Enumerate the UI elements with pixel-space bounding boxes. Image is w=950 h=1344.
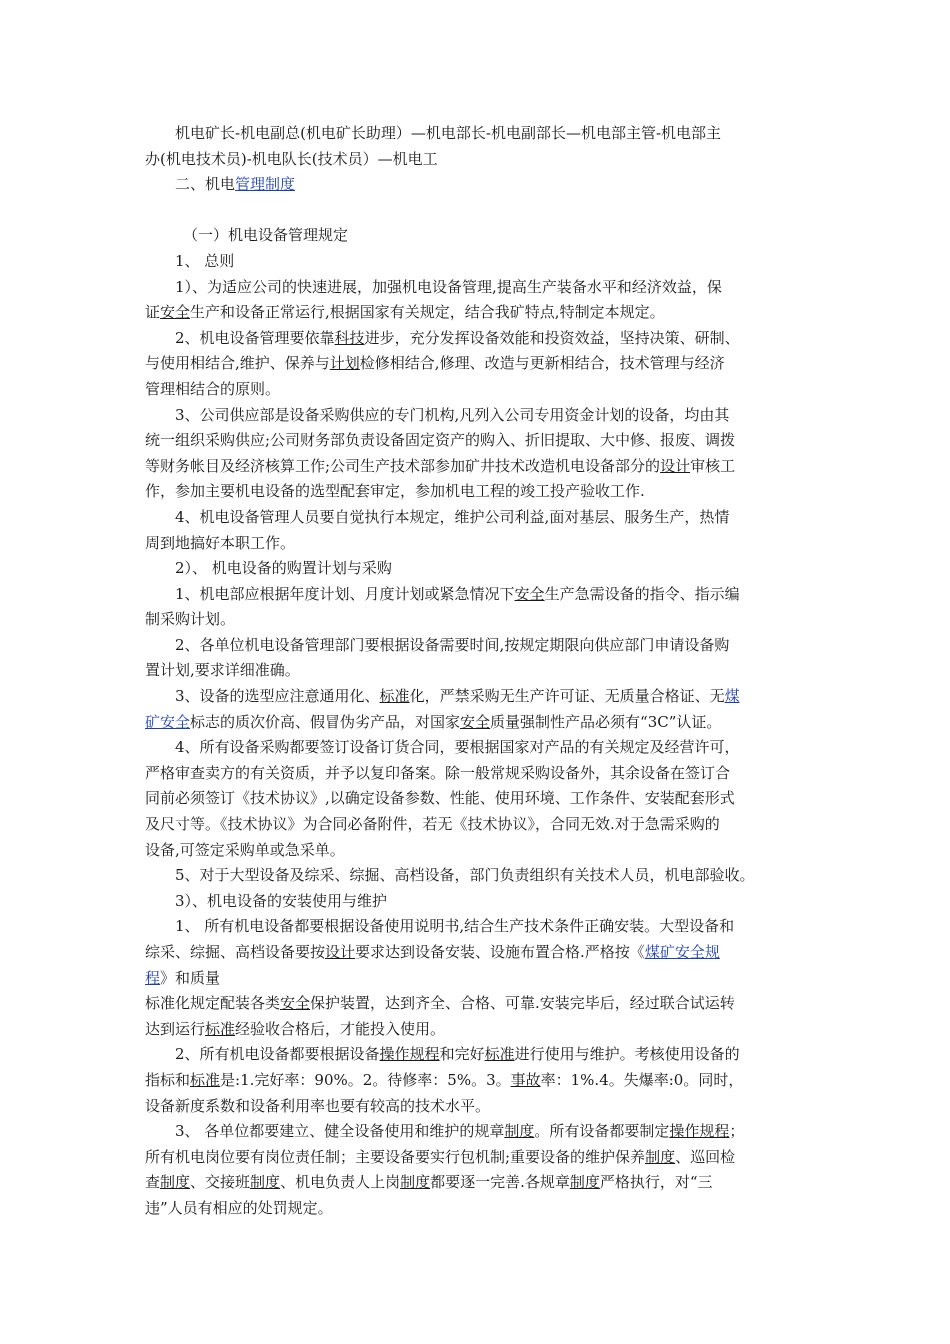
text-segment: 4、所有设备采购都要签订设备订货合同，要根据国家对产品的有关规定及经营许可，	[175, 738, 740, 757]
text-segment: 3、 各单位都要建立、健全设备使用和维护的规章	[175, 1122, 505, 1141]
text-segment: 和完好	[439, 1045, 485, 1064]
text-segment: 3）、机电设备的安装使用与维护	[175, 891, 388, 910]
text-line	[145, 761, 815, 787]
text-segment: 及尺寸等。《技术协议》为合同必备附件，若无《技术协议》，合同无效.对于急需采购的	[145, 815, 720, 834]
text-segment: 置计划,要求详细准确。	[145, 661, 300, 680]
text-segment: 二、机电	[175, 175, 236, 194]
text-segment: 办(机电技术员)-机电队长(技术员）—机电工	[145, 149, 438, 168]
text-segment: 指标和	[145, 1070, 191, 1089]
inline-link[interactable]: 操作规程	[669, 1122, 730, 1141]
text-line	[145, 991, 815, 1017]
text-line	[145, 403, 815, 429]
text-line	[145, 300, 815, 326]
text-segment: 是:1.完好率：90%。2。待修率：5%。3。	[220, 1070, 511, 1089]
text-segment: 、巡回检	[675, 1147, 736, 1166]
text-segment: 周到地搞好本职工作。	[145, 533, 296, 552]
text-line	[145, 889, 815, 915]
text-segment: 经验收合格后，才能投入使用。	[235, 1019, 446, 1038]
text-line	[145, 812, 815, 838]
inline-link[interactable]: 事故	[510, 1070, 541, 1089]
text-line	[145, 633, 815, 659]
text-segment: 检修相结合,修理、改造与更新相结合，技术管理与经济	[359, 354, 725, 373]
inline-link[interactable]: 煤	[724, 687, 740, 706]
inline-link[interactable]: 制度	[250, 1173, 281, 1192]
text-segment: 生产急需设备的指令、指示编	[544, 584, 740, 603]
text-segment: 严格执行，对“三	[599, 1173, 713, 1192]
inline-link[interactable]: 制度	[645, 1147, 676, 1166]
text-segment: 1、 总则	[175, 251, 235, 270]
inline-link[interactable]: 安全	[514, 584, 545, 603]
text-segment: （一）机电设备管理规定	[183, 226, 349, 245]
inline-link[interactable]: 制度	[569, 1173, 600, 1192]
text-line	[145, 454, 815, 480]
text-segment: 1、 所有机电设备都要根据设备使用说明书,结合生产技术条件正确安装。大型设备和	[175, 917, 735, 936]
text-line	[145, 1119, 815, 1145]
text-segment: 都要逐一完善.各规章	[430, 1173, 570, 1192]
text-line	[145, 838, 815, 864]
text-segment: 同前必须签订《技术协议》,以确定设备参数、性能、使用环境、工作条件、安装配套形式	[145, 789, 735, 808]
text-segment: 等财务帐目及经济核算工作;公司生产技术部参加矿井技术改造机电设备部分的	[145, 456, 661, 475]
inline-link[interactable]: 设计	[660, 456, 691, 475]
text-line	[145, 658, 815, 684]
text-line	[145, 1196, 815, 1222]
inline-link[interactable]: 程	[145, 968, 161, 987]
text-segment: 查	[145, 1173, 161, 1192]
text-segment: 化，严禁采购无生产许可证、无质量合格证、无	[409, 687, 725, 706]
text-segment: 》和质量	[160, 968, 221, 987]
text-segment: 达到运行	[145, 1019, 206, 1038]
text-segment: 综采、综掘、高档设备要按	[145, 943, 326, 961]
inline-link[interactable]: 科技	[334, 328, 365, 347]
text-segment: 。所有设备都要制定	[534, 1122, 670, 1141]
text-line	[145, 223, 815, 249]
text-segment: 与使用相结合,维护、保养与	[145, 354, 330, 373]
text-segment: 2、各单位机电设备管理部门要根据设备需要时间,按规定期限向供应部门申请设备购	[175, 635, 730, 654]
text-line	[145, 863, 815, 889]
text-segment: ；	[729, 1122, 745, 1141]
text-segment: 生产和设备正常运行,根据国家有关规定，结合我矿特点,特制定本规定。	[190, 303, 665, 322]
text-line	[145, 1145, 815, 1171]
text-segment: 质量强制性产品必须有“3C”认证。	[490, 712, 722, 731]
text-segment: 标志的质次价高、假冒伪劣产品，对国家	[190, 712, 461, 731]
text-segment: 设备,可签定采购单或急采单。	[145, 840, 345, 859]
text-line	[145, 582, 815, 608]
text-segment: 1）、为适应公司的快速进展，加强机电设备管理,提高生产装备水平和经济效益，保	[175, 277, 722, 296]
text-segment: 率：1%.4。失爆率:0。同时，	[540, 1070, 744, 1089]
inline-link[interactable]: 管理制度	[235, 175, 296, 194]
inline-link[interactable]: 操作规程	[379, 1045, 440, 1064]
text-segment: 制采购计划。	[145, 610, 236, 629]
text-segment: 审核工	[690, 456, 736, 475]
text-line	[145, 531, 815, 557]
text-line	[145, 1042, 815, 1068]
text-segment: 2、所有机电设备都要根据设备	[175, 1045, 380, 1064]
text-line	[145, 147, 815, 173]
text-line	[145, 1170, 815, 1196]
text-segment: 管理相结合的原则。	[145, 379, 281, 398]
text-line	[145, 735, 815, 761]
text-line	[145, 249, 815, 275]
inline-link[interactable]: 制度	[160, 1173, 191, 1192]
text-segment: 1、机电部应根据年度计划、月度计划或紧急情况下	[175, 584, 515, 603]
text-segment: 5、对于大型设备及综采、综掘、高档设备，部门负责组织有关技术人员，机电部验收。	[175, 866, 755, 885]
text-line	[145, 377, 815, 403]
inline-link[interactable]: 安全	[460, 712, 491, 731]
inline-link[interactable]: 制度	[400, 1173, 431, 1192]
text-line	[145, 1068, 815, 1094]
text-line	[145, 1017, 815, 1043]
inline-link[interactable]: 安全	[160, 303, 191, 322]
text-line	[145, 275, 815, 301]
inline-link[interactable]: 标准	[205, 1019, 236, 1038]
text-segment: 作，参加主要机电设备的选型配套审定，参加机电工程的竣工投产验收工作.	[145, 482, 645, 501]
inline-link[interactable]: 设计	[325, 943, 356, 961]
inline-link[interactable]: 煤矿安全规	[644, 943, 720, 961]
text-line	[145, 479, 815, 505]
text-line	[145, 966, 815, 992]
text-line	[145, 121, 815, 147]
text-segment: 要求达到设备安装、设施布置合格.严格按《	[355, 943, 645, 961]
text-segment: 标准化规定配装各类	[145, 994, 281, 1013]
text-segment: 保护装置，达到齐全、合格、可靠.安装完毕后，经过联合试运转	[310, 994, 735, 1013]
text-line	[145, 1094, 815, 1120]
text-line	[145, 607, 815, 633]
text-line	[145, 428, 815, 454]
text-segment: 所有机电岗位要有岗位责任制；主要设备要实行包机制;重要设备的维护保养	[145, 1147, 646, 1166]
text-segment: 2）、 机电设备的购置计划与采购	[175, 559, 392, 578]
text-segment: 2、机电设备管理要依靠	[175, 328, 335, 347]
text-segment: 进行使用与维护。考核使用设备的	[514, 1045, 740, 1064]
text-line	[145, 940, 815, 966]
text-segment: 统一组织采购供应;公司财务部负责设备固定资产的购入、折旧提取、大中修、报废、调拨	[145, 431, 736, 450]
text-segment: 违”人员有相应的处罚规定。	[145, 1198, 333, 1217]
text-line	[145, 786, 815, 812]
text-line	[145, 556, 815, 582]
text-segment: 设备新度系数和设备利用率也要有较高的技术水平。	[145, 1096, 491, 1115]
text-line	[145, 505, 815, 531]
text-segment: 3、设备的选型应注意通用化、	[175, 687, 380, 706]
text-segment: 、交接班	[190, 1173, 251, 1192]
text-line	[145, 914, 815, 940]
document-body	[145, 121, 815, 1222]
text-segment: 严格审查卖方的有关资质，并予以复印备案。除一般常规采购设备外，其余设备在签订合	[145, 763, 731, 782]
text-segment: 机电矿长-机电副总(机电矿长助理）—机电部长-机电副部长—机电部主管-机电部主	[175, 124, 722, 142]
inline-link[interactable]: 安全	[280, 994, 311, 1013]
text-segment: 4、机电设备管理人员要自觉执行本规定，维护公司利益,面对基层、服务生产，热情	[175, 507, 730, 526]
inline-link[interactable]: 制度	[504, 1122, 535, 1141]
text-line	[145, 684, 815, 710]
text-line	[145, 326, 815, 352]
inline-link[interactable]: 标准	[379, 687, 410, 706]
inline-link[interactable]: 计划	[329, 354, 360, 373]
text-segment: 进步，充分发挥设备效能和投资效益，坚持决策、研制、	[364, 328, 740, 347]
inline-link[interactable]: 矿安全	[145, 712, 191, 731]
text-line	[145, 710, 815, 736]
text-segment: 3、公司供应部是设备采购供应的专门机构,凡列入公司专用资金计划的设备，均由其	[175, 405, 730, 424]
text-line	[145, 172, 815, 198]
inline-link[interactable]: 标准	[190, 1070, 221, 1089]
text-segment: 、机电负责人上岗	[280, 1173, 401, 1192]
text-line	[145, 351, 815, 377]
inline-link[interactable]: 标准	[484, 1045, 515, 1064]
text-segment: 证	[145, 303, 161, 322]
